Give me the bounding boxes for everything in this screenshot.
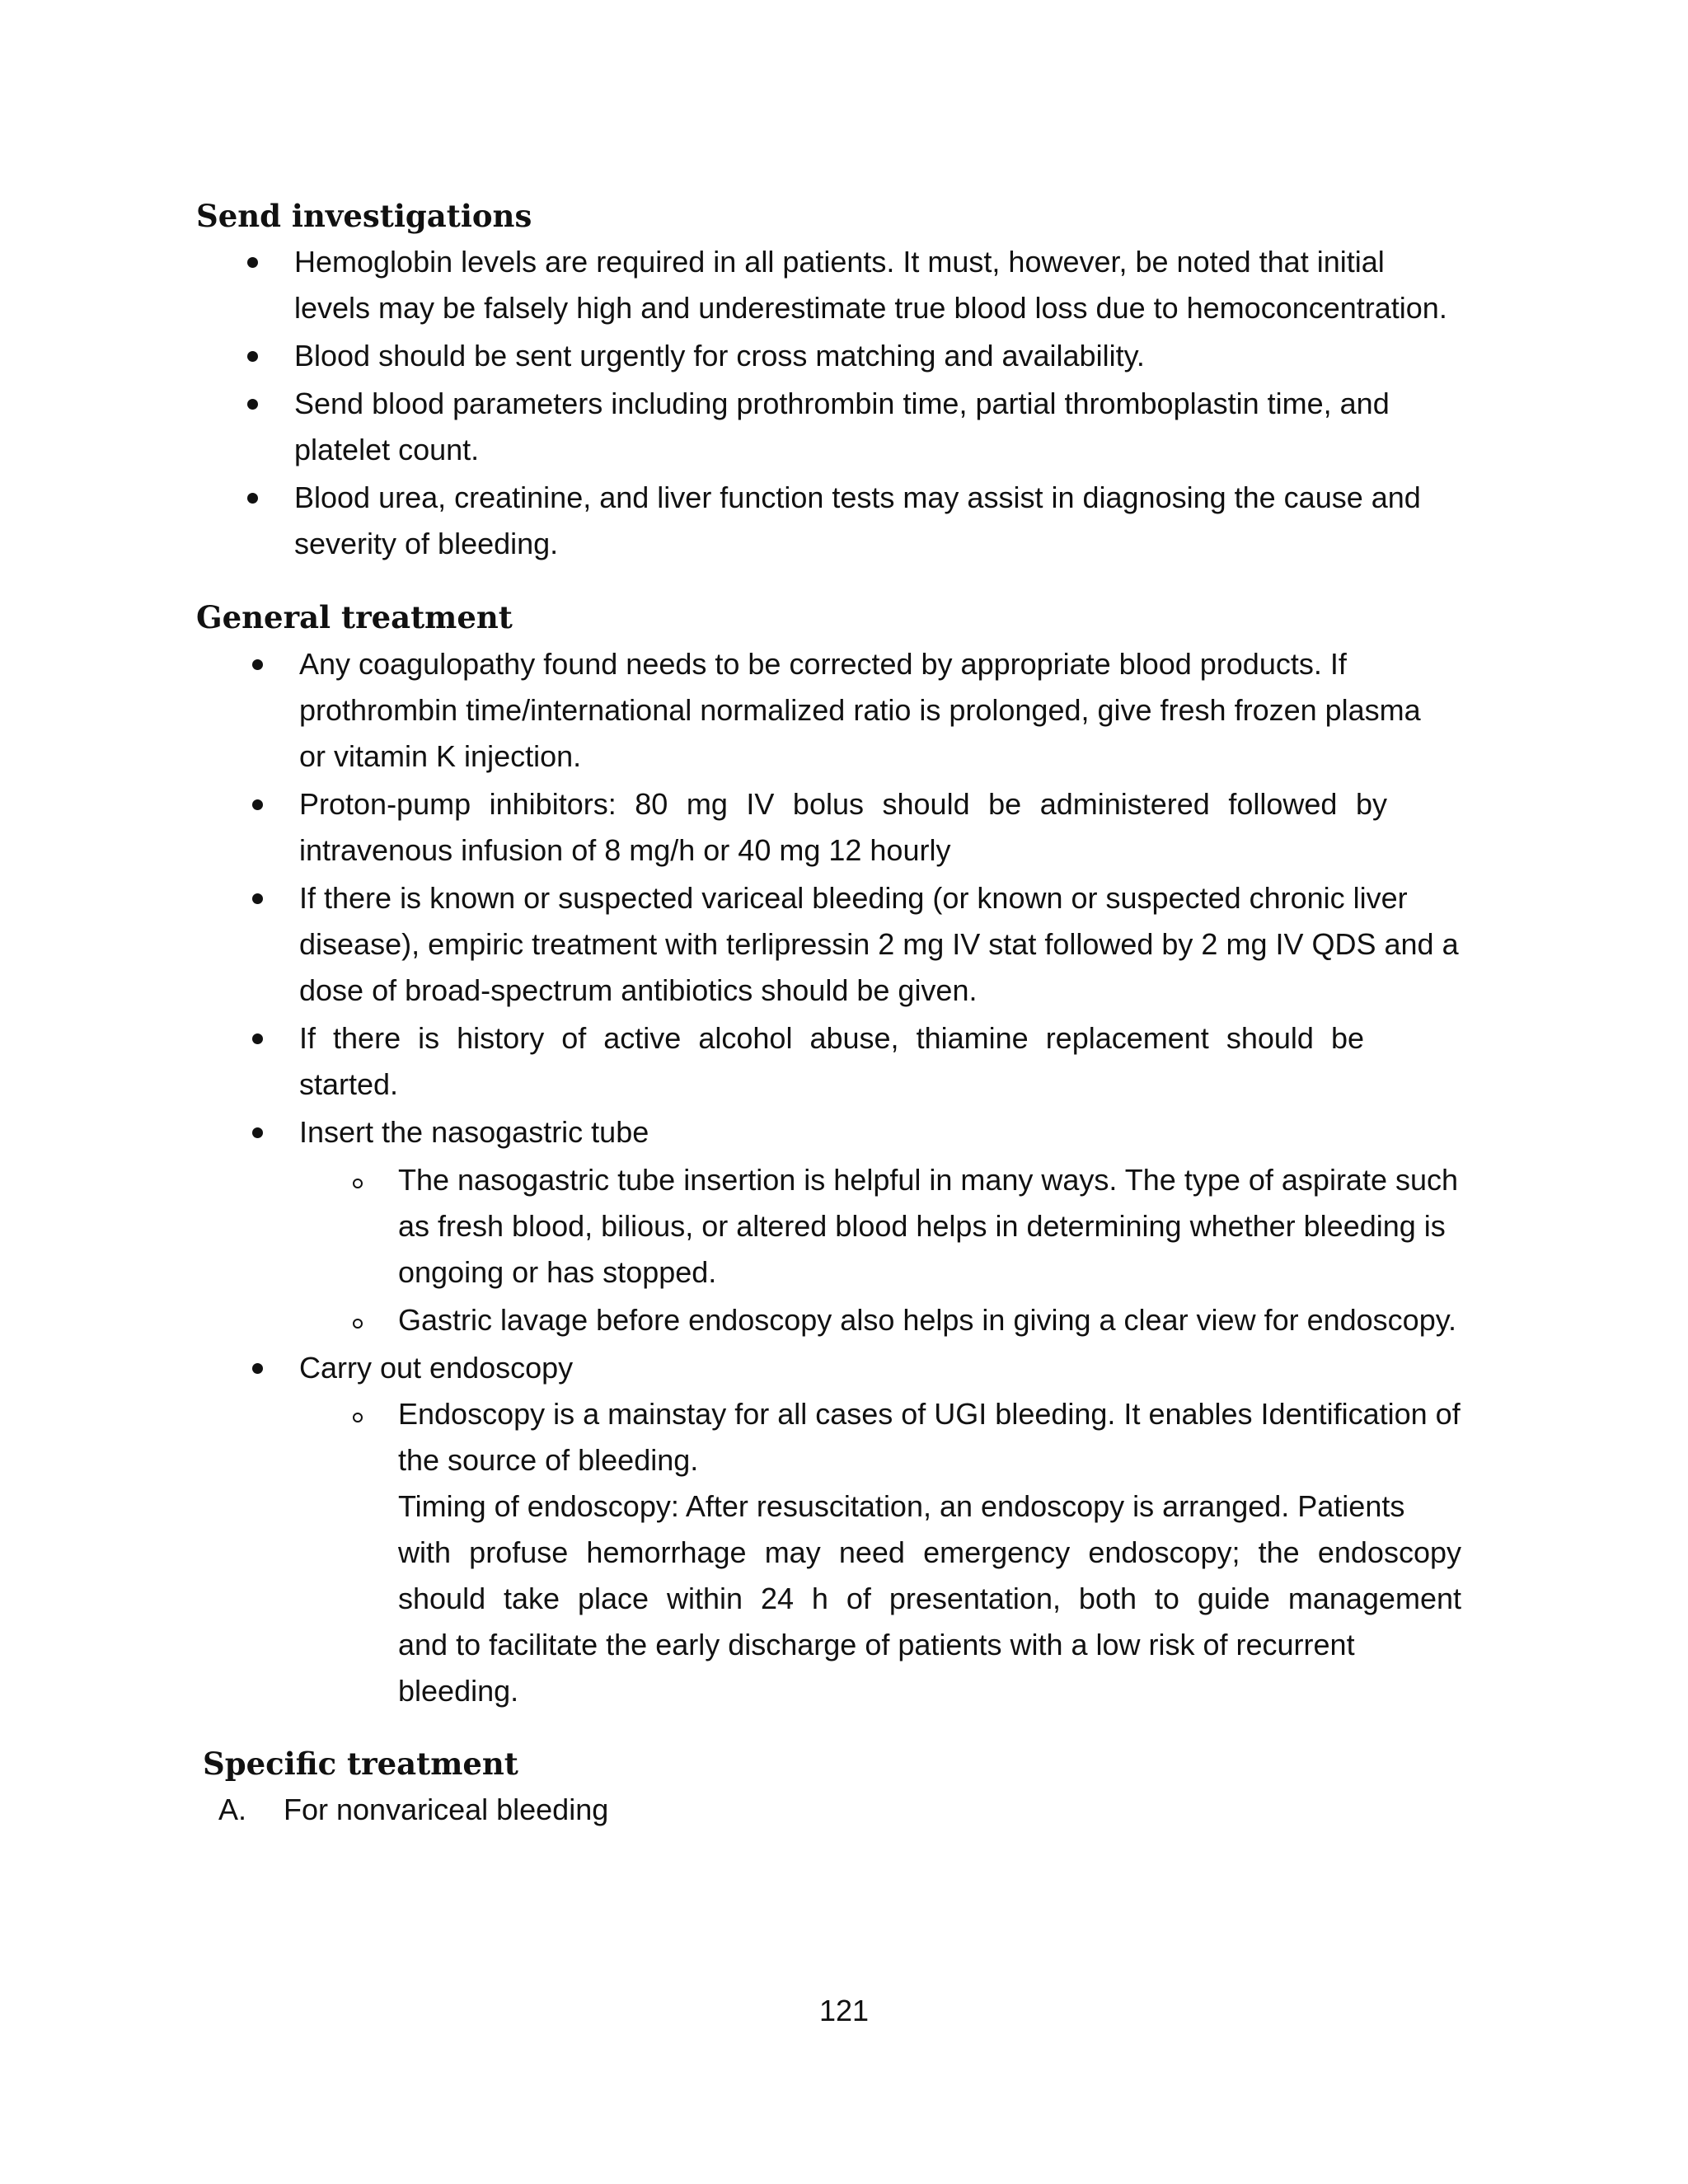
heading-send-investigations: Send investigations xyxy=(196,198,532,234)
sub-bullet-marker xyxy=(353,1319,363,1329)
general-item-1-line-3: or vitamin K injection. xyxy=(299,739,582,773)
specific-item-1-text: For nonvariceal bleeding xyxy=(284,1793,609,1826)
endoscopy-timing-line-1: Timing of endoscopy: After resuscitation, an endoscopy is arranged. Patients xyxy=(398,1489,1405,1523)
general-item-3-line-1: If there is known or suspected variceal bleeding (or known or suspected chronic liver xyxy=(299,881,1408,915)
general-item-4-line-1: If there is history of active alcohol abuse, thiamine replacement should be xyxy=(299,1021,1364,1055)
investigations-item-3-line-2: platelet count. xyxy=(294,433,480,466)
nasogastric-subitem-1-line-1: The nasogastric tube insertion is helpful in many ways. The type of aspirate such xyxy=(398,1163,1459,1197)
endoscopy-subitem-1-line-2: the source of bleeding. xyxy=(398,1443,699,1477)
general-item-1-line-1: Any coagulopathy found needs to be corrected by appropriate blood products. If xyxy=(299,647,1347,681)
investigations-item-1-line-2: levels may be falsely high and underestimate true blood loss due to hemoconcentration. xyxy=(294,291,1447,325)
investigations-item-2-line-1: Blood should be sent urgently for cross matching and availability. xyxy=(294,339,1145,373)
bullet-marker xyxy=(252,659,263,670)
endoscopy-subitem-1-line-1: Endoscopy is a mainstay for all cases of UGI bleeding. It enables Identification of xyxy=(398,1397,1461,1431)
bullet-marker xyxy=(252,1033,263,1044)
sub-bullet-marker xyxy=(353,1179,363,1188)
investigations-item-1-line-1: Hemoglobin levels are required in all patients. It must, however, be noted that initial xyxy=(294,245,1385,279)
page-number: 121 xyxy=(818,1994,870,2027)
bullet-marker xyxy=(247,257,258,268)
bullet-marker xyxy=(247,493,258,504)
general-item-1-line-2: prothrombin time/international normalized ratio is prolonged, give fresh frozen plasma xyxy=(299,693,1421,727)
investigations-item-4-line-2: severity of bleeding. xyxy=(294,527,559,560)
general-item-2-line-2: intravenous infusion of 8 mg/h or 40 mg 12 hourly xyxy=(299,833,951,867)
general-item-3-line-3: dose of broad-spectrum antibiotics should be given. xyxy=(299,973,978,1007)
general-item-2-line-1: Proton-pump inhibitors: 80 mg IV bolus should be administered followed by xyxy=(299,787,1387,821)
heading-specific-treatment: Specific treatment xyxy=(203,1746,518,1782)
endoscopy-timing-line-2: with profuse hemorrhage may need emergency endoscopy; the endoscopy xyxy=(398,1535,1461,1569)
nasogastric-subitem-2-line-1: Gastric lavage before endoscopy also helps in giving a clear view for endoscopy. xyxy=(398,1303,1457,1337)
investigations-item-3-line-1: Send blood parameters including prothrombin time, partial thromboplastin time, and xyxy=(294,387,1390,420)
endoscopy-timing-line-4: and to facilitate the early discharge of patients with a low risk of recurrent xyxy=(398,1628,1355,1661)
general-item-4-line-2: started. xyxy=(299,1067,399,1101)
bullet-marker xyxy=(247,399,258,410)
general-item-5-line-1: Insert the nasogastric tube xyxy=(299,1115,649,1149)
bullet-marker xyxy=(252,1363,263,1374)
nasogastric-subitem-1-line-2: as fresh blood, bilious, or altered blood helps in determining whether bleeding is xyxy=(398,1209,1446,1243)
bullet-marker xyxy=(252,1127,263,1138)
endoscopy-timing-line-5: bleeding. xyxy=(398,1674,519,1708)
bullet-marker xyxy=(252,893,263,904)
investigations-item-4-line-1: Blood urea, creatinine, and liver function tests may assist in diagnosing the cause and xyxy=(294,480,1421,514)
endoscopy-timing-line-3: should take place within 24 h of presentation, both to guide management xyxy=(398,1582,1461,1615)
sub-bullet-marker xyxy=(353,1413,363,1422)
bullet-marker xyxy=(247,351,258,362)
nasogastric-subitem-1-line-3: ongoing or has stopped. xyxy=(398,1255,717,1289)
general-item-3-line-2: disease), empiric treatment with terlipressin 2 mg IV stat followed by 2 mg IV QDS and a xyxy=(299,927,1459,961)
list-marker-a: A. xyxy=(218,1793,247,1826)
general-item-6-line-1: Carry out endoscopy xyxy=(299,1351,574,1385)
heading-general-treatment: General treatment xyxy=(196,599,513,635)
bullet-marker xyxy=(252,799,263,810)
